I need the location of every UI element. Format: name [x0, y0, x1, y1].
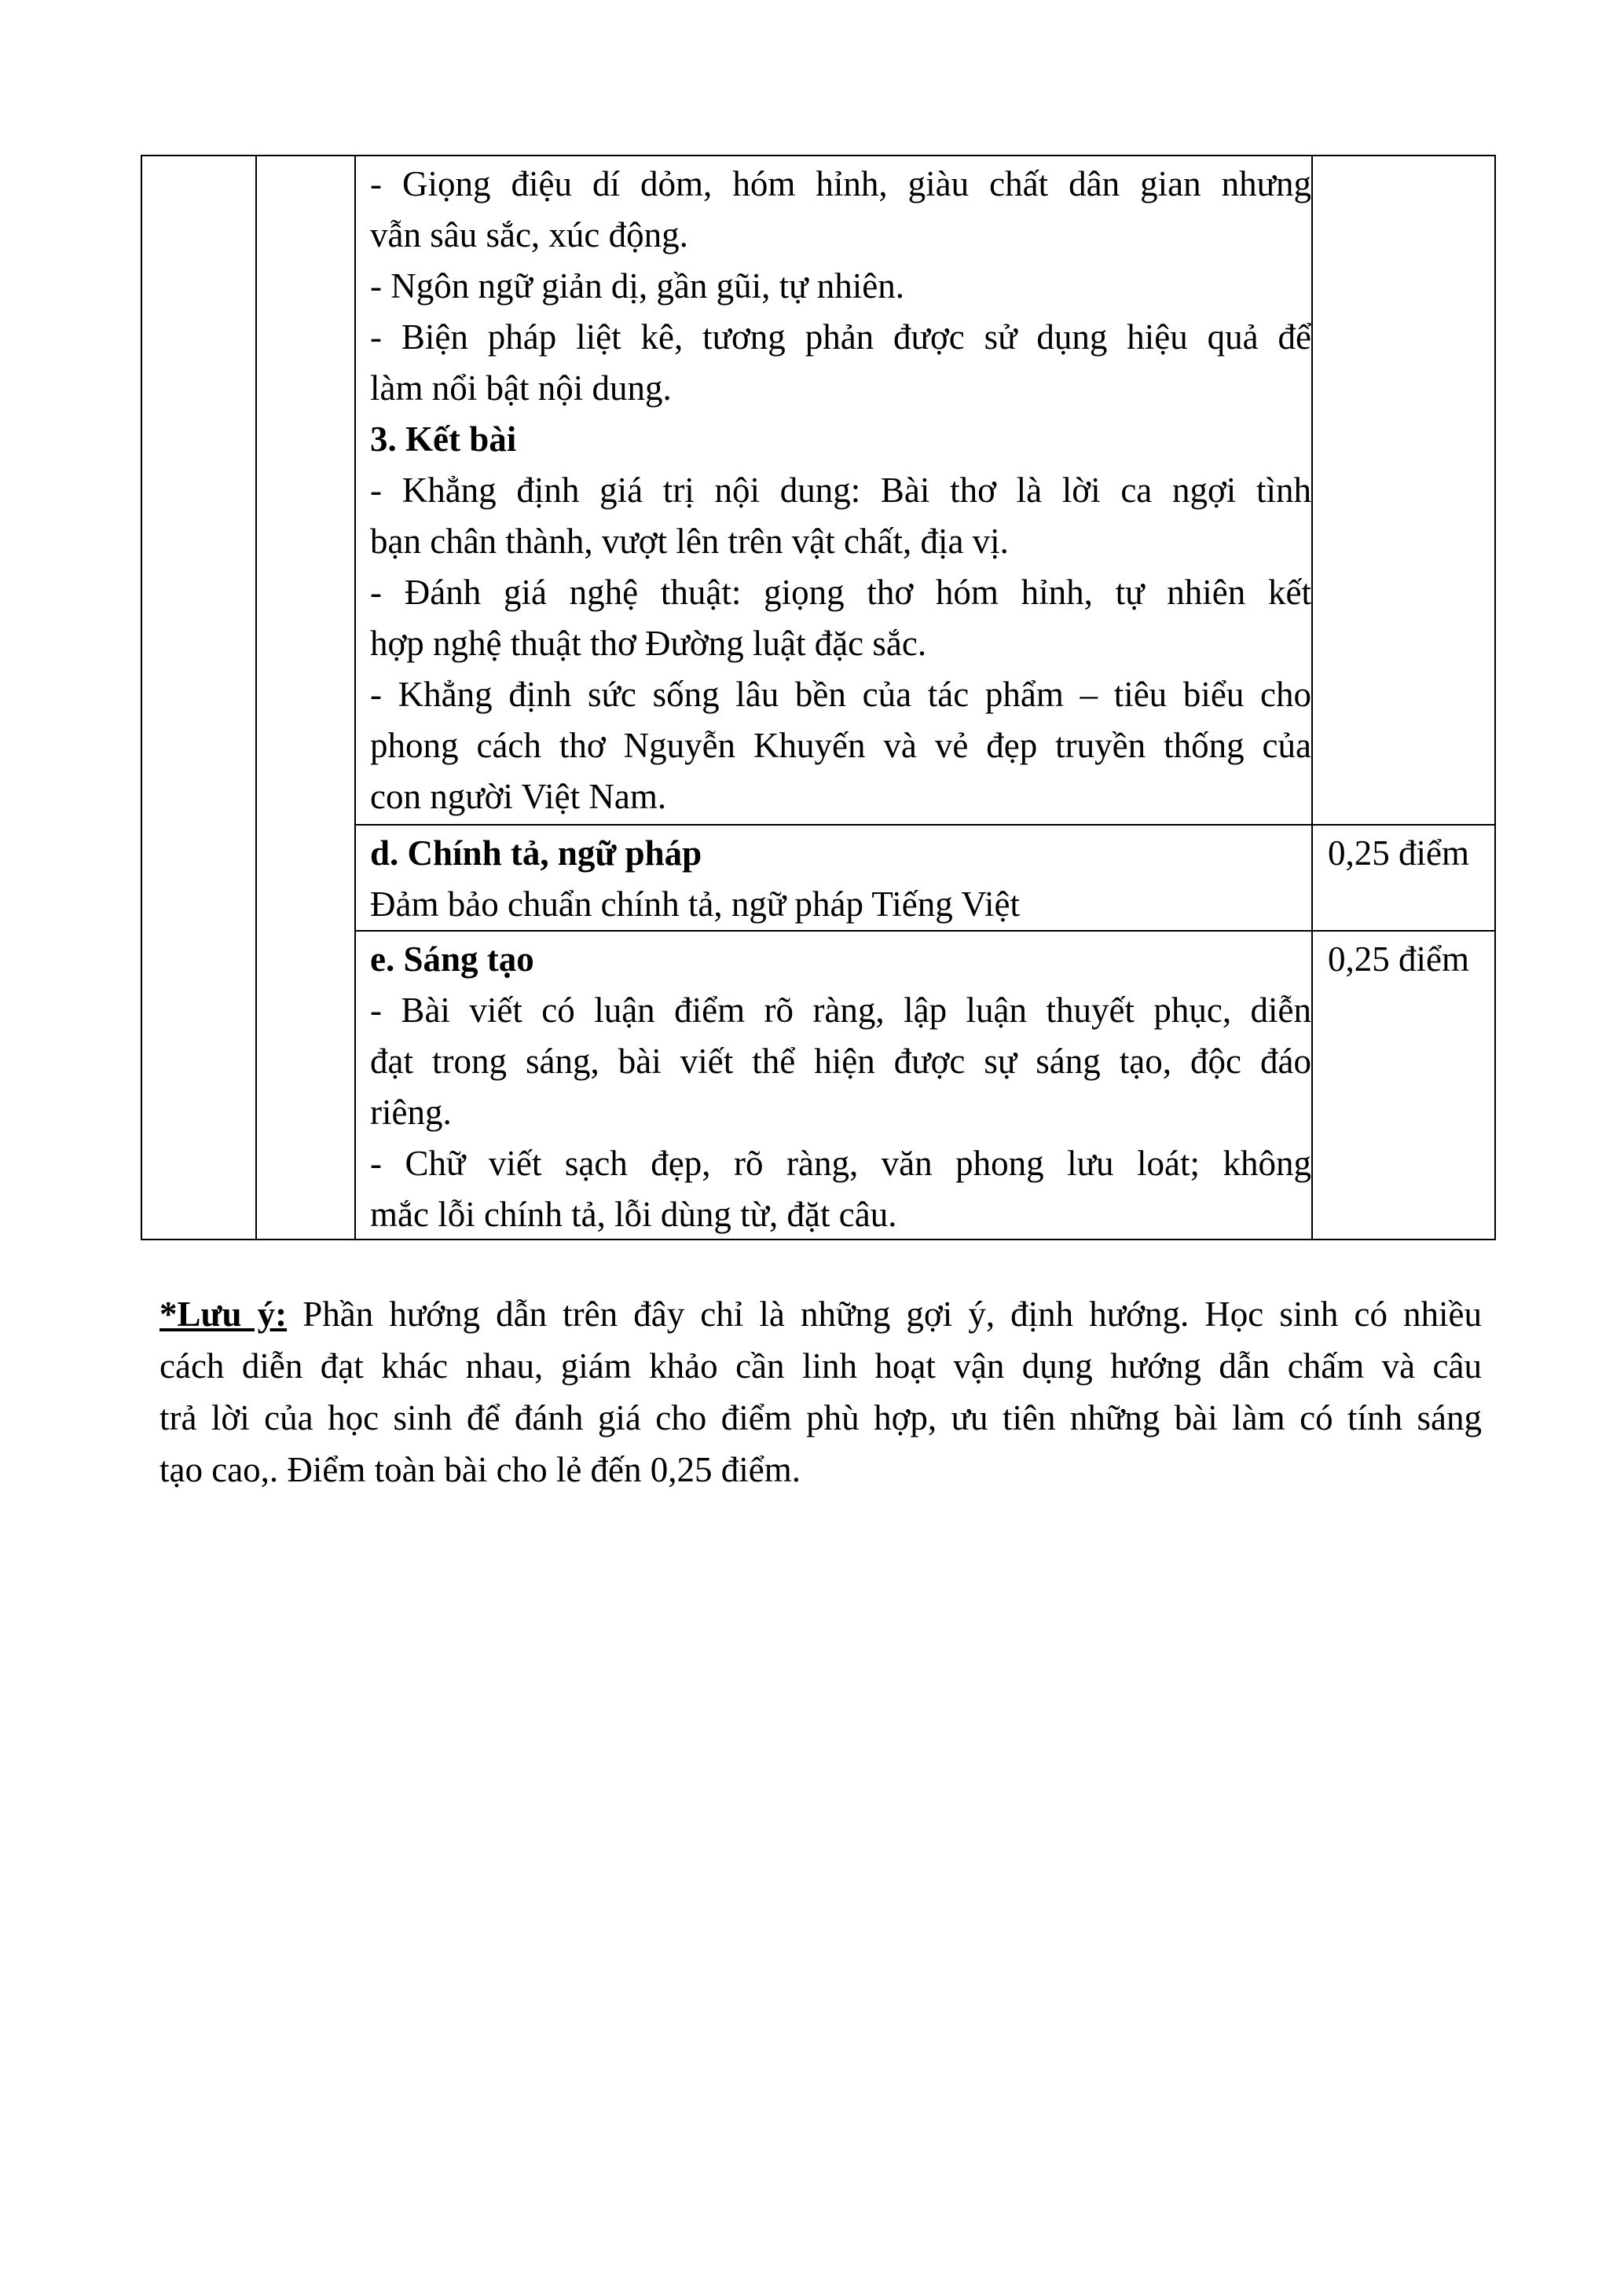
content-cell-creativity	[370, 934, 1311, 1240]
text-line: - Chữ viết sạch đẹp, rõ ràng, văn phong lưu loát; không	[370, 1144, 1311, 1183]
row-d-score: 0,25 điểm	[1328, 833, 1469, 873]
text-line: mắc lỗi chính tả, lỗi dùng từ, đặt câu.	[370, 1195, 897, 1234]
conclusion-heading: 3. Kết bài	[370, 419, 517, 459]
text-line: - Bài viết có luận điểm rõ ràng, lập luận thuyết phục, diễn	[370, 991, 1311, 1030]
text-line: hợp nghệ thuật thơ Đường luật đặc sắc.	[370, 624, 927, 663]
row-d-heading: d. Chính tả, ngữ pháp	[370, 833, 702, 873]
content-cell-spelling-grammar	[370, 828, 1311, 930]
text-line: - Khẳng định sức sống lâu bền của tác phẩm – tiêu biểu cho	[370, 675, 1311, 714]
note-line: *Lưu ý: Phần hướng dẫn trên đây chỉ là những gợi ý, định hướng. Học sinh có nhiều	[159, 1294, 1483, 1334]
section-c-lines	[370, 159, 1311, 414]
text-line: vẫn sâu sắc, xúc động.	[370, 215, 688, 255]
conclusion-lines	[370, 465, 1311, 822]
text-line: - Biện pháp liệt kê, tương phản được sử dụng hiệu quả để	[370, 317, 1311, 357]
text-line: đạt trong sáng, bài viết thể hiện được sự sáng tạo, độc đáo	[370, 1042, 1311, 1081]
note-lines	[159, 1288, 1482, 1496]
row-e-score: 0,25 điểm	[1328, 939, 1469, 979]
column-divider	[1311, 156, 1313, 1239]
text-line: phong cách thơ Nguyễn Khuyến và vẻ đẹp truyền thống của	[370, 726, 1311, 765]
text-line: - Ngôn ngữ giản dị, gần gũi, tự nhiên.	[370, 266, 904, 306]
text-line: làm nổi bật nội dung.	[370, 368, 672, 408]
note-line: cách diễn đạt khác nhau, giám khảo cần linh hoạt vận dụng hướng dẫn chấm và câu	[159, 1346, 1482, 1386]
row-e-lines	[370, 985, 1311, 1240]
text-line: - Đánh giá nghệ thuật: giọng thơ hóm hỉnh, tự nhiên kết	[370, 573, 1311, 612]
text-line: con người Việt Nam.	[370, 777, 667, 816]
grading-table	[141, 155, 1496, 1240]
note-label: *Lưu ý:	[159, 1294, 288, 1334]
note-line: trả lời của học sinh để đánh giá cho điểm phù hợp, ưu tiên những bài làm có tính sáng	[159, 1398, 1482, 1437]
text-line: - Giọng điệu dí dỏm, hóm hỉnh, giàu chất dân gian nhưng	[370, 164, 1311, 203]
column-divider	[255, 156, 257, 1239]
row-d-text: Đảm bảo chuẩn chính tả, ngữ pháp Tiếng Việt	[370, 884, 1020, 924]
row-e-heading: e. Sáng tạo	[370, 939, 534, 979]
text-line: riêng.	[370, 1093, 452, 1132]
text-line: - Khẳng định giá trị nội dung: Bài thơ là lời ca ngợi tình	[370, 471, 1311, 510]
column-divider	[354, 156, 356, 1239]
content-cell-body-and-conclusion	[370, 159, 1311, 822]
row-divider	[356, 930, 1494, 932]
note-line: tạo cao,. Điểm toàn bài cho lẻ đến 0,25 điểm.	[159, 1450, 801, 1489]
row-divider	[356, 824, 1494, 826]
note-paragraph	[159, 1288, 1482, 1496]
text-line: bạn chân thành, vượt lên trên vật chất, địa vị.	[370, 522, 1009, 561]
